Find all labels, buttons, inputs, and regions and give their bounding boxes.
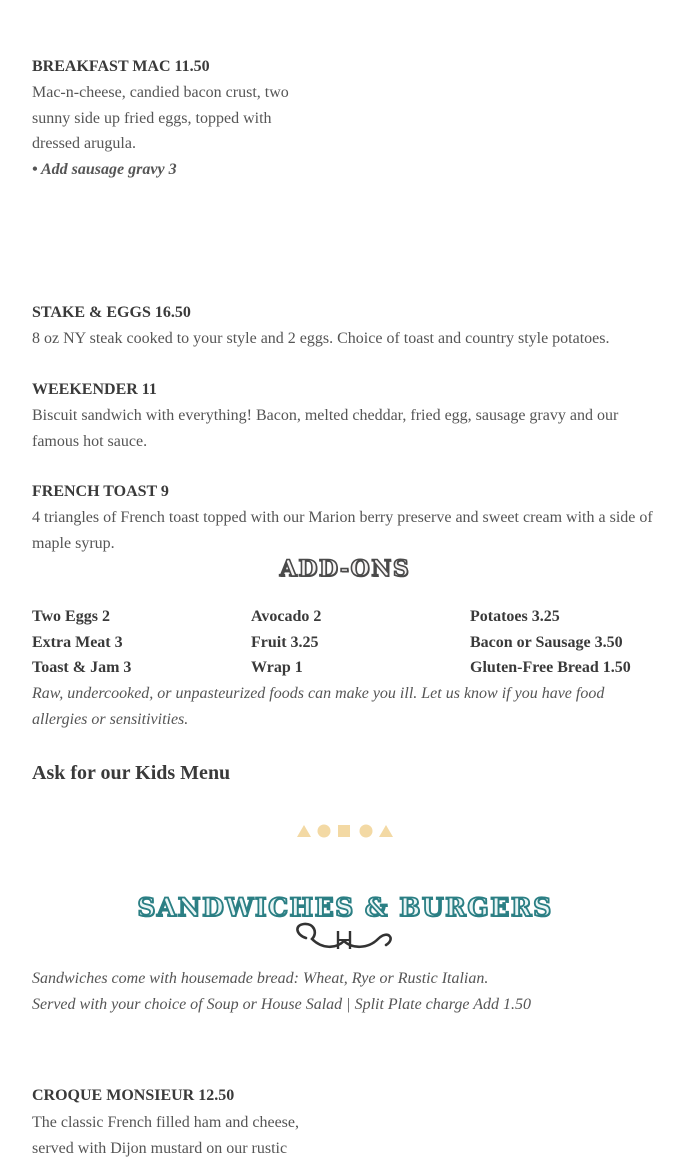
square-icon — [338, 825, 350, 837]
intro-line: Served with your choice of Soup or House Salad | Split Plate charge Add 1.50 — [32, 995, 531, 1013]
item-desc-french-toast — [32, 505, 672, 556]
item-title-french-toast: FRENCH TOAST 9 — [32, 483, 169, 500]
item-desc-breakfast-mac — [32, 80, 289, 157]
circle-icon — [318, 825, 331, 838]
desc-line: 8 oz NY steak cooked to your style and 2 eggs. Choice of toast and country style potatoes. — [32, 330, 610, 347]
addons-column-2 — [251, 604, 321, 681]
food-safety-disclaimer — [32, 681, 604, 732]
sandwiches-intro — [32, 966, 531, 1017]
desc-line: sunny side up fried eggs, topped with — [32, 109, 272, 127]
item-title-breakfast-mac: BREAKFAST MAC 11.50 — [32, 58, 210, 75]
sandwiches-heading: SANDWICHES & BURGERS — [137, 893, 553, 922]
kids-menu-note: Ask for our Kids Menu — [32, 762, 231, 784]
desc-line: dressed arugula. — [32, 135, 136, 152]
addon-item: Wrap 1 — [251, 659, 303, 676]
addon-item: Two Eggs 2 — [32, 608, 110, 625]
swirl-ornament-icon — [292, 921, 396, 953]
addon-item: Bacon or Sausage 3.50 — [470, 633, 623, 651]
item-desc-weekender — [32, 403, 618, 454]
addons-heading: ADD-ONS — [279, 556, 411, 582]
disclaimer-line: Raw, undercooked, or unpasteurized foods can make you ill. Let us know if you have food — [32, 685, 605, 702]
triangle-icon — [297, 825, 311, 837]
desc-line: famous hot sauce. — [32, 432, 148, 450]
desc-line: maple syrup. — [32, 534, 115, 552]
addon-item: Potatoes 3.25 — [470, 608, 560, 625]
addon-item: Gluten-Free Bread 1.50 — [470, 659, 631, 676]
desc-line: served with Dijon mustard on our rustic — [32, 1139, 288, 1157]
addons-column-3 — [470, 604, 631, 681]
intro-line: Sandwiches come with housemade bread: Wheat, Rye or Rustic Italian. — [32, 970, 489, 987]
desc-line: The classic French filled ham and cheese, — [32, 1114, 299, 1131]
item-desc-stake-eggs — [32, 326, 610, 352]
triangle-icon — [379, 825, 393, 837]
addons-column-1 — [32, 604, 131, 681]
item-title-weekender: WEEKENDER 11 — [32, 381, 157, 398]
disclaimer-line: allergies or sensitivities. — [32, 710, 189, 728]
desc-line: 4 triangles of French toast topped with our Marion berry preserve and sweet cream with a side of — [32, 509, 653, 526]
desc-line: Mac-n-cheese, candied bacon crust, two — [32, 84, 289, 101]
item-note-sausage-gravy: • Add sausage gravy 3 — [32, 161, 177, 178]
addon-item: Toast & Jam 3 — [32, 659, 132, 676]
addon-item: Fruit 3.25 — [251, 633, 319, 651]
shape-divider-icon — [294, 822, 396, 840]
item-title-croque-monsieur: CROQUE MONSIEUR 12.50 — [32, 1087, 235, 1104]
addon-item: Extra Meat 3 — [32, 633, 123, 651]
item-title-stake-eggs: STAKE & EGGS 16.50 — [32, 304, 191, 321]
desc-line: Biscuit sandwich with everything! Bacon, melted cheddar, fried egg, sausage gravy and our — [32, 407, 619, 424]
item-desc-croque-monsieur — [32, 1110, 299, 1161]
circle-icon — [360, 825, 373, 838]
addon-item: Avocado 2 — [251, 608, 322, 625]
